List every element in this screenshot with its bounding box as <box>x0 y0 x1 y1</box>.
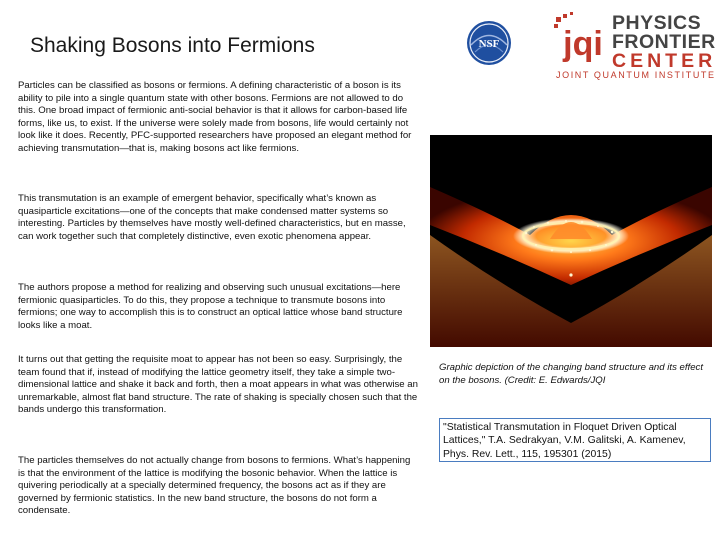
paragraph-emergent: This transmutation is an example of emergent behavior, specifically what’s known as quasiparticle excitations—one of the concepts that make condensed matter systems so interesting. Particles by themselves have mostly well-defined characteristics, but en masse, can work together such that completely distinctive, even exotic phenomena appear. <box>18 193 406 242</box>
paragraph-method: The authors propose a method for realizing and observing such unusual excitations—here fermionic quasiparticles. To do this, they propose a technique to transmute bosons into fermions; one way to accomplish this is to construct an optical lattice whose band structure looks like a moat. <box>18 282 403 331</box>
jqi-name: JOINT QUANTUM INSTITUTE <box>556 70 716 80</box>
slide-title: Shaking Bosons into Fermions <box>30 34 315 57</box>
jqi-mark-text: jqi <box>563 25 603 63</box>
pfc-line-physics: PHYSICS <box>612 12 702 34</box>
pfc-line-center: CENTER <box>612 50 717 72</box>
physics-frontier-center-logo <box>612 12 717 72</box>
nsf-text: NSF <box>478 38 500 50</box>
citation-box: "Statistical Transmutation in Floquet Driven Optical Lattices," T.A. Sedrakyan, V.M. Galitski, A. Kamenev, Phys. Rev. Lett., 115, 195301 (2015) <box>439 418 711 462</box>
jqi-logo-icon <box>553 11 613 67</box>
nsf-logo-icon <box>466 20 512 66</box>
band-structure-illustration <box>430 135 712 347</box>
pfc-line-frontier: FRONTIER <box>612 31 716 53</box>
paragraph-moat: It turns out that getting the requisite moat to appear has not been so easy. Surprisingly, the team found that if, instead of modifying the lattice geometry itself, they take a simple two-dimensional lattice and shake it back and forth, then a moat appears in what was otherwise an unremarkable, almost flat band structure. The rate of shaking is specially chosen such that the bands undergo this transformation. <box>18 354 418 416</box>
paragraph-statistics: The particles themselves do not actually change from bosons to fermions. What’s happening is that the environment of the lattice is modifying the bosonic behavior. When the lattice is quivering periodically at a specially determined frequency, the bosons act as if they are governed by fermionic statistics. In the new band structure, the bosons do not form a condensate. <box>18 455 411 517</box>
figure-caption: Graphic depiction of the changing band structure and its effect on the bosons. (Credit: E. Edwards/JQI <box>439 362 703 386</box>
paragraph-intro: Particles can be classified as bosons or fermions. A defining characteristic of a boson is its ability to pile into a single quantum state with other bosons. Fermions are not allowed to do this. One broad impact of fermionic anti-social behavior is that it allows for carbon-based life forms, like us, to exist. If the universe were solely made from bosons, life would certainly not look like it does. Recently, PFC-supported researchers have proposed an elegant method for achieving transmutation—that is, making bosons act like fermions. <box>18 80 412 154</box>
